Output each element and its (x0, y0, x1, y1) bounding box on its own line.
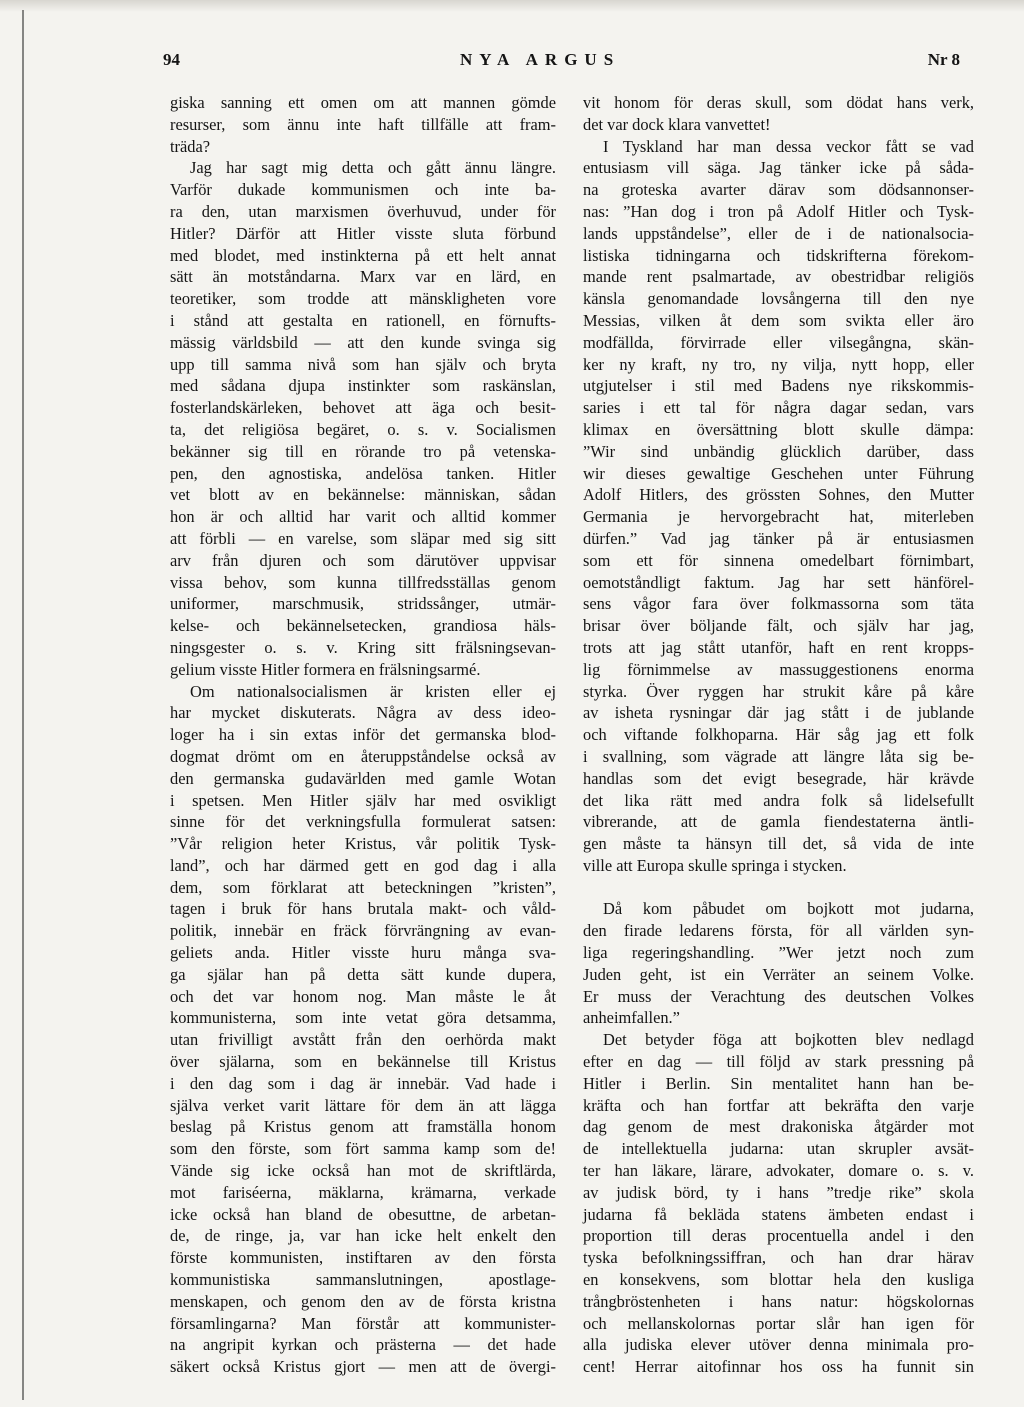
text-line: loger ha i sin extas inför det germanska blod- (170, 725, 556, 745)
text-line: Jag har sagt mig detta och gått ännu längre. (190, 158, 556, 178)
text-line: sätt än motståndarna. Marx var en lärd, en (170, 267, 556, 287)
text-line: arv från djuren och som därutöver uppvisar (170, 550, 556, 570)
text-line: lands uppståndelse”, eller de i de nationalsocia- (583, 223, 974, 243)
text-line: geliets anda. Hitler visste huru många sva- (170, 943, 556, 963)
text-line: liga regeringshandling. ”Wer jetzt noch zum (583, 943, 974, 963)
text-line: oemotståndligt faktum. Jag har sett hänförel- (583, 572, 974, 592)
text-line: kommunistiska sammanslutningen, apostlage- (170, 1270, 556, 1290)
text-line: nas: ”Han dog i tron på Adolf Hitler och Tysk- (583, 201, 974, 221)
text-line: kommunisterna, som inte vetat göra detsamma, (170, 1008, 556, 1028)
text-line: menskapen, och genom den av de första kristna (170, 1291, 556, 1311)
text-line: församlingarna? Man förstår att kommunister- (170, 1313, 556, 1333)
text-line: cent! Herrar aitofinnar hos oss ha funnit sin (583, 1357, 974, 1377)
text-line: listiska tidningarna och tidskrifterna förekom- (583, 245, 974, 265)
text-line: har mycket diskuterats. Några av dess ideo- (170, 703, 556, 723)
text-line: I Tyskland har man dessa veckor fått se vad (603, 136, 974, 156)
text-line: Varför dukade kommunismen och inte ba- (170, 180, 556, 200)
page-top-shadow (0, 0, 1024, 12)
text-line: kelse- och bekännelsetecken, grandiosa häls- (170, 616, 556, 636)
text-line: att förbli — en varelse, som släpar med sig sitt (170, 528, 556, 548)
text-line: vissa behov, som kunna tillfredsställas genom (170, 572, 556, 592)
text-line: resurser, som ännu inte haft tillfälle att fram- (170, 114, 556, 134)
text-line: som ett för sinnena omedelbart förnimbart, (583, 550, 974, 570)
text-line: upp till samma nivå som han själv och bryta (170, 354, 556, 374)
issue-number: Nr 8 (927, 50, 960, 69)
text-line: ter han läkare, lärare, advokater, domare o. s. v. (583, 1161, 974, 1181)
right-text-column (583, 92, 974, 1378)
text-line: dogmat drömt om en återuppståndelse också av (170, 746, 556, 766)
text-line: själva verket varit lättare för dem än att lägga (170, 1095, 556, 1115)
text-line: pen, den agnostiska, andelösa tanken. Hitler (170, 463, 556, 483)
text-line: Vände sig icke också han mot de skriftlärda, (170, 1161, 556, 1181)
text-line: dürfen.” Vad jag tänker på är entusiasmen (583, 528, 974, 548)
text-line: saries i ett tal för några dagar sedan, vars (583, 398, 974, 418)
text-line: ra den, utan marxismen överhuvud, under för (170, 201, 556, 221)
text-line: med sådana djupa instinkter som raskänslan, (170, 376, 556, 396)
text-line: wir dieses gewaltige Geschehen unter Führung (583, 463, 974, 483)
text-line: beslag på Kristus genom att framställa honom (170, 1117, 556, 1137)
text-line: förste kommunisten, instiftaren av den första (170, 1248, 556, 1268)
text-line: Då kom påbudet om bojkott mot judarna, (603, 899, 974, 919)
text-line: tagen i bruk för hans brutala makt- och våld- (170, 899, 556, 919)
text-line: Er muss der Verachtung des deutschen Volkes (583, 986, 974, 1006)
text-line: med blodet, med instinkterna på ett helt annat (170, 245, 556, 265)
text-line: entusiasm vill säga. Jag tänker icke på såda- (583, 158, 974, 178)
text-line: av judisk börd, ty i hans ”tredje rike” skola (583, 1182, 974, 1202)
text-line: i den dag som i dag är innebär. Vad hade i (170, 1073, 556, 1093)
text-line: mande rent psalmartade, av obestridbar religiös (583, 267, 974, 287)
text-line: de, de ringe, ja, var han icke helt enkelt den (170, 1226, 556, 1246)
text-line: utan frivilligt avstått från den oerhörda makt (170, 1030, 556, 1050)
text-line: ”Wir sind unbändig glücklich darüber, dass (583, 441, 974, 461)
text-line: kräfta och han fortfar att bekräfta den varje (583, 1095, 974, 1115)
text-line: na angripit kyrkan och prästerna — det hade (170, 1335, 556, 1355)
paragraph-gap (583, 877, 974, 899)
text-line: i stånd att gestalta en rationell, en förnufts- (170, 310, 556, 330)
text-line: lig förnimmelse av massuggestionens enorma (583, 659, 974, 679)
text-line: ningsgester o. s. v. Kring sitt frälsningsevan- (170, 637, 556, 657)
text-line: ”Vår religion heter Kristus, vår politik Tysk- (170, 834, 556, 854)
text-line: alla judiska elever utöver denna minimala pro- (583, 1335, 974, 1355)
text-line: anheimfallen.” (583, 1008, 680, 1028)
text-line: sens vågor fara över folkmassorna som täta (583, 594, 974, 614)
text-line: mot fariséerna, mäklarna, krämarna, verkade (170, 1182, 556, 1202)
text-line: fosterlandskärleken, behovet att äga och besit- (170, 398, 556, 418)
text-line: ga själar han på detta sätt kunde dupera, (170, 964, 556, 984)
text-line: giska sanning ett omen om att mannen gömde (170, 93, 556, 112)
text-line: det var dock klara vanvettet! (583, 114, 771, 134)
text-line: efter en dag — till följd av stark pressning på (583, 1052, 974, 1072)
text-line: den firade ledarens första, för all världen syn- (583, 921, 974, 941)
left-text-column (170, 92, 556, 1378)
text-line: det lika rätt med andra folk så lidelsefullt (583, 790, 974, 810)
text-line: na groteska avarter därav som dödsannonser- (583, 180, 974, 200)
text-line: land”, och har därmed gett en god dag i alla (170, 855, 556, 875)
text-line: proportion till deras procentuella andel i den (583, 1226, 974, 1246)
text-line: klimax en översättning blott skulle dämpa: (583, 419, 974, 439)
text-line: den germanska gudavärlden med gamle Wotan (170, 768, 556, 788)
text-line: icke också han bland de obesuttne, de arbetan- (170, 1204, 556, 1224)
text-line: vibrerande, att de gamla fiendestaterna äntli- (583, 812, 974, 832)
text-line: dag genom de mest drakoniska åtgärder mot (583, 1117, 974, 1137)
text-line: en konsekvens, som blottar hela den kusliga (583, 1270, 974, 1290)
text-line: teoretiker, som trodde att mänskligheten vore (170, 289, 556, 309)
text-line: av isheta rysningar där jag stått i de jublande (583, 703, 974, 723)
text-line: träda? (170, 136, 211, 156)
text-line: handlas som det evigt besegrade, här krävde (583, 768, 974, 788)
text-line: politik, innebär en fräck förvrängning av evan- (170, 921, 556, 941)
text-line: säkert också Kristus gjort — men att de övergi- (170, 1357, 556, 1377)
page-binding-edge (22, 10, 24, 1400)
text-line: och viftande folkhoparna. Här såg jag ett folk (583, 725, 974, 745)
text-line: bekänner sig till en rörande tro på vetenska- (170, 441, 556, 461)
text-line: Juden geht, ist ein Verräter an seinem Volke. (583, 964, 974, 984)
text-line: vet blott av en bekännelse: människan, sådan (170, 485, 556, 505)
text-line: vit honom för deras skull, som dödat hans verk, (583, 93, 974, 112)
text-line: ta, det religiösa begäret, o. s. v. Socialismen (170, 419, 556, 439)
text-line: de intellektuella judarna: utan skrupler avsät- (583, 1139, 974, 1159)
text-line: Det betyder föga att bojkotten blev nedlagd (603, 1030, 974, 1050)
text-line: brisar över böljande fält, och själv har jag, (583, 616, 974, 636)
text-line: tyska befolkningssiffran, och han drar härav (583, 1248, 974, 1268)
text-line: Adolf Hitlers, des grössten Sohnes, den Mutter (583, 485, 974, 505)
text-line: gen måste ta hänsyn till det, så vida de inte (583, 834, 974, 854)
text-line: gelium visste Hitler formera en frälsningsarmé. (170, 659, 481, 679)
text-line: och det var honom nog. Man måste le åt (170, 986, 556, 1006)
text-line: judarna få bekläda statens ämbeten endast i (583, 1204, 974, 1224)
text-line: utgjutelser i stil med Badens nye rikskommis- (583, 376, 974, 396)
text-line: över själarna, som en bekännelse till Kristus (170, 1052, 556, 1072)
text-line: uniformer, marschmusik, stridssånger, utmär- (170, 594, 556, 614)
text-line: Messias, vilken åt dem som svikta eller äro (583, 310, 974, 330)
text-line: Hitler i Berlin. Sin mentalitet hann han be- (583, 1073, 974, 1093)
text-line: ville att Europa skulle springa i stycken. (583, 855, 847, 875)
text-line: i spetsen. Men Hitler själv har med osvikligt (170, 790, 556, 810)
text-line: som den förste, som fört samma kamp som de! (170, 1139, 556, 1159)
text-line: Germania je hervorgebracht hat, miterleben (583, 507, 974, 527)
text-line: ker ny kraft, ny tro, ny vilja, nytt hopp, eller (583, 354, 974, 374)
text-line: och mellanskolornas portar slår han igen för (583, 1313, 974, 1333)
text-line: styrka. Över ryggen har strukit kåre på kåre (583, 681, 974, 701)
text-line: modfällda, förvirrade eller vilsegångna, skän- (583, 332, 974, 352)
text-line: i svallning, som vägrade att längre låta sig be- (583, 746, 974, 766)
text-line: dem, som förklarat att beteckningen ”kristen”, (170, 877, 556, 897)
text-line: Om nationalsocialismen är kristen eller ej (190, 681, 556, 701)
text-line: trots att jag stått utanför, haft en rent kropps- (583, 637, 974, 657)
text-line: sinne för det verkningsfulla formulerat satsen: (170, 812, 556, 832)
text-line: Hitler? Därför att Hitler visste sluta förbund (170, 223, 556, 243)
text-line: trångbröstenheten i hans natur: högskolornas (583, 1291, 974, 1311)
text-line: mässig världsbild — att den kunde svinga sig (170, 332, 556, 352)
journal-title: NYA ARGUS (460, 50, 621, 69)
text-line: känsla genomandade lovsångerna till den nye (583, 289, 974, 309)
running-header (160, 50, 960, 80)
text-line: hon är och alltid har varit och alltid kommer (170, 507, 556, 527)
page-number: 94 (163, 50, 180, 69)
